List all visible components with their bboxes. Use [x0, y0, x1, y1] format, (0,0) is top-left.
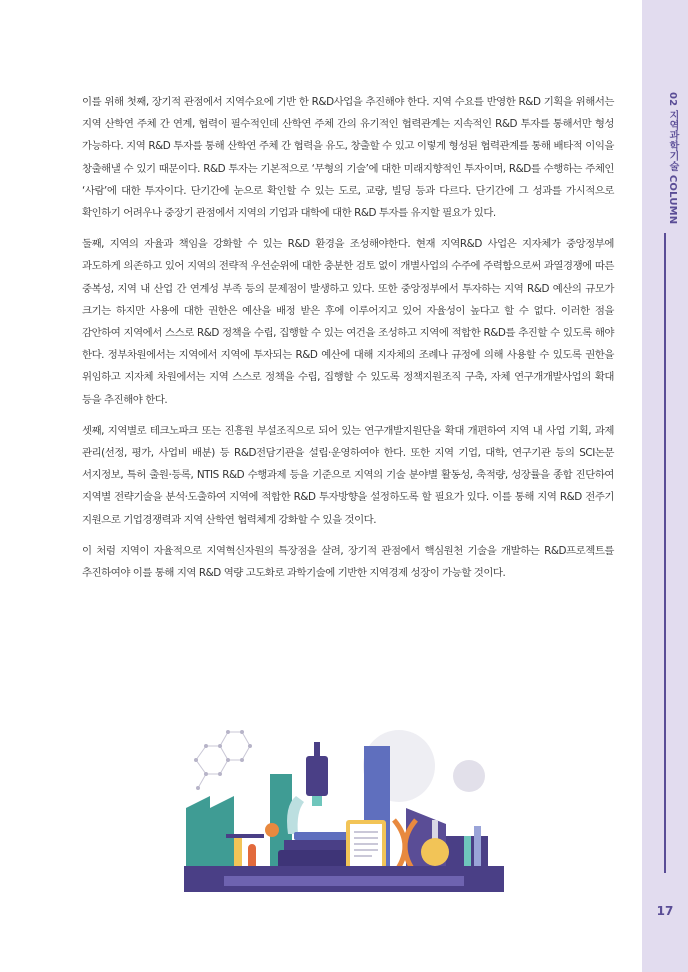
paragraph-1: 이를 위해 첫째, 장기적 관점에서 지역수요에 기반 한 R&D사업을 추진해야 한다. 지역 수요를 반영한 R&D 기획을 위해서는 지역 산학연 주체 간 연계, 협력이 필수적인데 산학연 주체 간의 유기적인 협력관계는 지속적인 R&D 투자를 통해서만 형성 가능하다. 지역 R&D 투자를 통해 산학연 주체 간 협력을 유도, 창출할 수 있고 이렇게 형성된 협력관계를 통해 배타적 이익을 창출해낼 수 있기 때문이다. R&D 투자는 기본적으로 ‘무형의 기술’에 대한 미래지향적인 투자이며, R&D를 수행하는 주체인 ‘사람’에 대한 투자이다. 단기간에 눈으로 확인할 수 있는 도로, 교량, 빌딩 등과 다르다. 단기간에 그 성과를 가시적으로 확인하기 어려우나 중장기 관점에서 지역의 기업과 대학에 대한 R&D 투자를 유지할 필요가 있다. — [82, 96, 614, 220]
paragraph-4: 이 처럼 지역이 자율적으로 지역혁신자원의 특장점을 살려, 장기적 관점에서 핵심원천 기술을 개발하는 R&D프로젝트를 추진하여야 이를 통해 지역 R&D 역량 고도화로 과학기술에 기반한 지역경제 성장이 가능할 것이다. — [82, 544, 614, 580]
paragraph-2: 둘째, 지역의 자율과 책임을 강화할 수 있는 R&D 환경을 조성해야한다. 현재 지역R&D 사업은 지자체가 중앙정부에 과도하게 의존하고 있어 지역의 전략적 우선순위에 대한 충분한 검토 없이 개별사업의 수주에 주력함으로써 과열경쟁에 따른 중복성, 지역 내 산업 간 연계성 부족 등의 문제점이 발생하고 있다. 또한 중앙정부에서 투자하는 지역 R&D 예산의 규모가 크기는 하지만 사용에 대한 권한은 예산을 배정 받은 후에 이루어지고 있어 자율성이 높다고 할 수 없다. 이러한 점을 감안하여 지역에서 스스로 R&D 정책을 수립, 집행할 수 있는 여건을 조성하고 지역에 적합한 R&D를 추진할 수 있도록 해야 한다. 정부차원에서는 지역에서 지역에 투자되는 R&D 예산에 대해 지자체의 조례나 규정에 의해 사용할 수 있도록 권한을 위임하고 지자체 차원에서는 지역 스스로 정책을 수립, 집행할 수 있도록 정책지원조직 구축, 자체 연구개개발사업의 확대 등을 추진해야 한다. — [82, 238, 614, 406]
article-body — [82, 91, 614, 593]
page-number: 17 — [656, 904, 674, 918]
section-title: 02 지역과학기술 COLUMN — [667, 92, 678, 225]
science-laboratory-illustration-icon — [184, 716, 504, 892]
paragraph-3: 셋째, 지역별로 테크노파크 또는 진흥원 부설조직으로 되어 있는 연구개발지원단을 확대 개편하여 지역 내 사업 기획, 과제 관리(선정, 평가, 사업비 배분) 등 R&D전담기관을 설립·운영하여야 한다. 또한 지역 기업, 대학, 연구기관 등의 SCI논문 서지정보, 특허 출원·등록, NTIS R&D 수행과제 등을 기준으로 지역의 기술 분야별 활동성, 축적량, 성장률을 종합 진단하여 지역별 전략기술을 분석·도출하여 지역에 적합한 R&D 투자방향을 설정하도록 할 필요가 있다. 이를 통해 지역 R&D 전주기 지원으로 기업경쟁력과 지역 산학연 협력체계 강화할 수 있을 것이다. — [82, 424, 614, 526]
sidebar-rule — [664, 233, 666, 873]
